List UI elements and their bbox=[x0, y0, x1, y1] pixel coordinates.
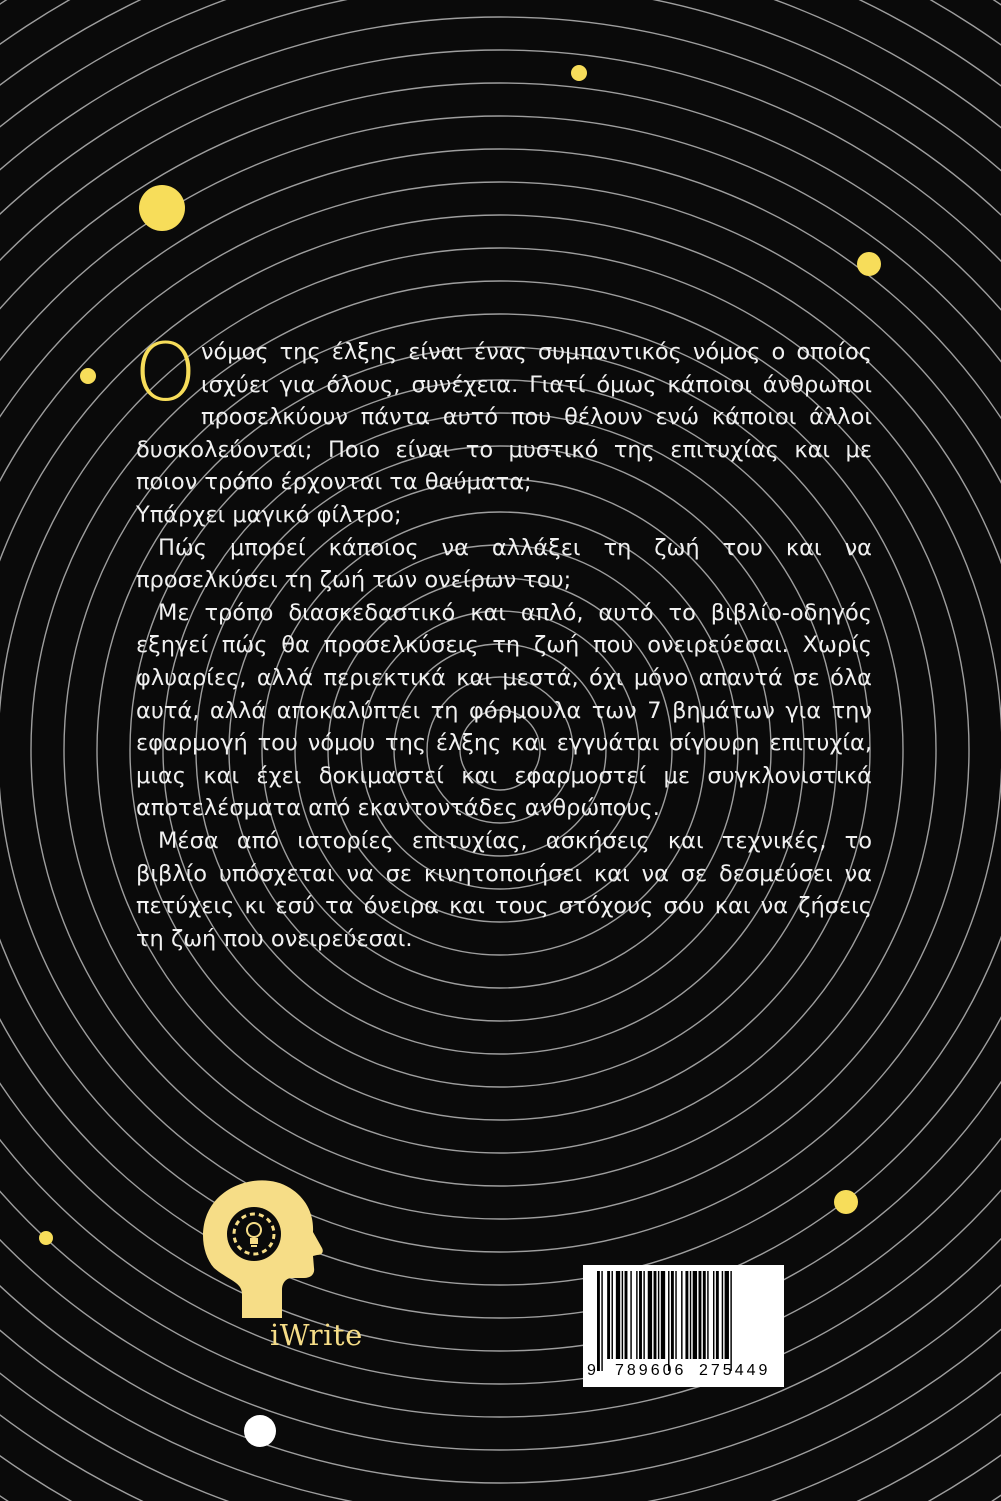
barcode-bar bbox=[716, 1271, 719, 1359]
yellow-dot-lower-left bbox=[39, 1231, 53, 1245]
drop-cap-letter: Ο bbox=[134, 326, 197, 419]
barcode-bar bbox=[661, 1271, 665, 1359]
yellow-dot-top-small bbox=[571, 65, 587, 81]
blurb-paragraph-3: Πώς μπορεί κάποιος να αλλάξει τη ζωή του και να προσελκύσει τη ζωή των ονείρων του; bbox=[136, 534, 872, 594]
barcode-bar bbox=[690, 1271, 691, 1359]
barcode-bar bbox=[699, 1271, 702, 1359]
barcode-bar bbox=[607, 1271, 610, 1359]
barcode-bar bbox=[636, 1271, 637, 1359]
barcode-group-2: 275449 bbox=[699, 1362, 771, 1379]
barcode-bar bbox=[630, 1271, 631, 1359]
blurb-paragraph-1-text: νόμος της έλξης είναι ένας συμπαντικός νόμος ο οποίος ισχύει για όλους, συνέχεια. Γιατί όμως κάποιοι άνθρωποι προσελκύουν πάντα αυτό που θέλουν ενώ κάποιοι άλλοι δυσκολεύονται; Ποιο είναι το μυστικό της επιτυχίας και με ποιον τρόπο έρχονται τα θαύματα; bbox=[136, 339, 872, 496]
barcode-bar bbox=[625, 1271, 628, 1359]
barcode-group-1: 789606 bbox=[615, 1362, 687, 1379]
barcode-bar bbox=[675, 1271, 676, 1359]
barcode-bar bbox=[713, 1271, 714, 1359]
blurb-paragraph-1 bbox=[134, 326, 872, 499]
barcode-bar bbox=[601, 1271, 602, 1371]
barcode-bar bbox=[693, 1271, 697, 1359]
barcode-bar bbox=[597, 1271, 600, 1371]
barcode-bar bbox=[639, 1271, 642, 1359]
barcode-bar bbox=[648, 1271, 652, 1359]
barcode-bar bbox=[612, 1271, 613, 1359]
blurb-paragraph-5: Μέσα από ιστορίες επιτυχίας, ασκήσεις και τεχνικές, το βιβλίο υπόσχεται να σε κινητοποιήσει και να σε δεσμεύσει να πετύχεις κι εσύ τα όνειρα και τους στόχους σου και να ζήσεις τη ζωή που ονειρεύεσαι. bbox=[136, 827, 872, 952]
barcode-first-digit: 9 bbox=[587, 1362, 596, 1379]
back-cover-blurb bbox=[134, 326, 872, 955]
blurb-paragraph-2: Υπάρχει μαγικό φίλτρο; bbox=[136, 501, 402, 528]
barcode-bar bbox=[622, 1271, 623, 1359]
barcode-number bbox=[583, 1360, 784, 1384]
barcode-bar bbox=[681, 1271, 682, 1359]
isbn-barcode bbox=[583, 1265, 784, 1387]
barcode-bar bbox=[668, 1271, 669, 1371]
yellow-dot-left bbox=[80, 368, 96, 384]
yellow-dot-top-large bbox=[139, 185, 185, 231]
barcode-bar bbox=[730, 1271, 731, 1371]
barcode-bar bbox=[654, 1271, 657, 1359]
publisher-name: iWrite bbox=[270, 1318, 363, 1352]
blurb-paragraph-4: Με τρόπο διασκεδαστικό και απλό, αυτό το βιβλίο-οδηγός εξηγεί πώς θα προσελκύσεις τη ζωή που ονειρεύεσαι. Χωρίς φλυαρίες, αλλά περιεκτικά και μεστά, όχι μόνο απαντά σε όλα αυτά, αλλά αποκαλύπτει τη φόρμουλα των 7 βημάτων για την εφαρμογή του νόμου της έλξης και εγγυάται σίγουρη επιτυχία, μιας και έχει δοκιμαστεί και εφαρμοστεί με συγκλονιστικά αποτελέσματα από εκαντοντάδες ανθρώπους. bbox=[136, 599, 872, 822]
barcode-bar bbox=[707, 1271, 708, 1359]
white-dot-bottom bbox=[244, 1415, 276, 1447]
head-lightbulb-icon bbox=[196, 1172, 426, 1342]
barcode-bar bbox=[658, 1271, 659, 1359]
barcode-bar bbox=[703, 1271, 706, 1359]
barcode-bar bbox=[671, 1271, 674, 1359]
barcode-bar bbox=[643, 1271, 644, 1359]
yellow-dot-right-upper bbox=[857, 252, 881, 276]
barcode-bar bbox=[685, 1271, 688, 1359]
barcode-bar bbox=[725, 1271, 729, 1359]
barcode-bar bbox=[722, 1271, 723, 1359]
yellow-dot-right-lower bbox=[834, 1190, 858, 1214]
barcode-bar bbox=[616, 1271, 620, 1359]
